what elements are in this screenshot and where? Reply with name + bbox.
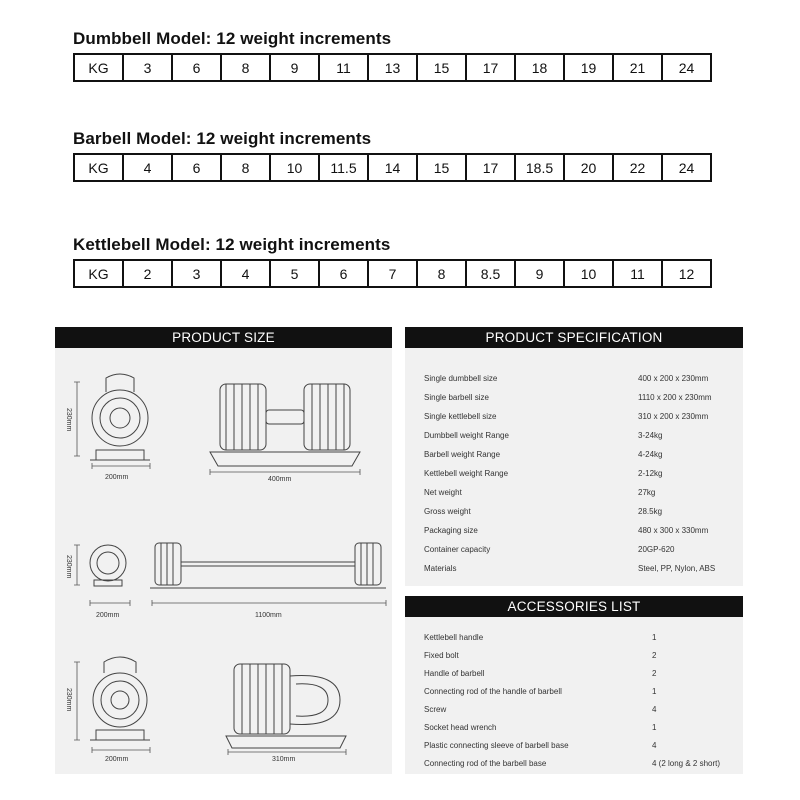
weight-cell: 3: [123, 54, 172, 81]
accessory-qty: 1: [652, 723, 657, 732]
spec-key: Single barbell size: [424, 393, 489, 402]
weight-cell: 13: [368, 54, 417, 81]
weight-cell: 6: [172, 54, 221, 81]
barbell-front-drawing: [150, 543, 386, 588]
weight-cell: 8: [221, 154, 270, 181]
weight-cell: 10: [564, 260, 613, 287]
spec-value: 310 x 200 x 230mm: [638, 412, 709, 421]
spec-value: 480 x 300 x 330mm: [638, 526, 709, 535]
dumbbell-length-dim: 400mm: [268, 476, 292, 483]
weight-cell: KG: [74, 154, 123, 181]
barbell-side-drawing: [90, 545, 126, 586]
weight-cell: 11.5: [319, 154, 368, 181]
barbell-length-dim: 1100mm: [255, 612, 282, 619]
weight-cell: 5: [270, 260, 319, 287]
dumbbell-title: Dumbbell Model: 12 weight increments: [73, 29, 392, 48]
kettlebell-title: Kettlebell Model: 12 weight increments: [73, 235, 391, 254]
accessory-qty: 4: [652, 741, 657, 750]
accessory-qty: 1: [652, 687, 657, 696]
spec-header: PRODUCT SPECIFICATION: [405, 327, 743, 348]
accessory-name: Kettlebell handle: [424, 633, 484, 642]
weight-cell: 17: [466, 54, 515, 81]
weight-cell: 2: [123, 260, 172, 287]
spec-value: 2-12kg: [638, 469, 663, 478]
weight-cell: 18: [515, 54, 564, 81]
spec-key: Kettlebell weight Range: [424, 469, 509, 478]
product-size-header: PRODUCT SIZE: [55, 327, 392, 348]
kettlebell-front-drawing: [226, 664, 346, 748]
spec-value: 28.5kg: [638, 507, 663, 516]
spec-value: Steel, PP, Nylon, ABS: [638, 564, 716, 573]
accessory-name: Screw: [424, 705, 447, 714]
spec-value: 1110 x 200 x 230mm: [638, 393, 712, 402]
accessory-name: Connecting rod of the handle of barbell: [424, 687, 562, 696]
spec-value: 3-24kg: [638, 431, 663, 440]
accessory-name: Fixed bolt: [424, 651, 459, 660]
weight-cell: 4: [123, 154, 172, 181]
spec-key: Barbell weight Range: [424, 450, 501, 459]
weight-cell: 24: [662, 54, 711, 81]
spec-value: 27kg: [638, 488, 656, 497]
dumbbell-side-drawing: [90, 374, 150, 460]
kettlebell-side-drawing: [90, 657, 150, 740]
weight-cell: 8: [417, 260, 466, 287]
weight-cell: 6: [319, 260, 368, 287]
spec-key: Single dumbbell size: [424, 374, 498, 383]
weight-cell: 20: [564, 154, 613, 181]
accessory-name: Plastic connecting sleeve of barbell base: [424, 741, 569, 750]
weight-cell: 22: [613, 154, 662, 181]
weight-cell: 24: [662, 154, 711, 181]
weight-cell: 18.5: [515, 154, 564, 181]
weight-cell: 4: [221, 260, 270, 287]
weight-cell: 21: [613, 54, 662, 81]
accessory-name: Socket head wrench: [424, 723, 497, 732]
spec-value: 400 x 200 x 230mm: [638, 374, 709, 383]
kettlebell-height-dim: 230mm: [65, 688, 72, 712]
barbell-height-dim: 230mm: [65, 555, 72, 579]
weight-cell: 15: [417, 54, 466, 81]
weight-cell: 11: [319, 54, 368, 81]
accessory-qty: 2: [652, 651, 657, 660]
weight-cell: KG: [74, 260, 123, 287]
weight-cell: 14: [368, 154, 417, 181]
dumbbell-front-drawing: [210, 384, 360, 466]
dumbbell-height-dim: 230mm: [65, 408, 72, 432]
weight-cell: 8.5: [466, 260, 515, 287]
weight-cell: 17: [466, 154, 515, 181]
accessory-name: Connecting rod of the barbell base: [424, 759, 547, 768]
weight-cell: 11: [613, 260, 662, 287]
accessory-qty: 1: [652, 633, 657, 642]
weight-cell: 9: [515, 260, 564, 287]
spec-key: Dumbbell weight Range: [424, 431, 509, 440]
weight-cell: 9: [270, 54, 319, 81]
spec-value: 4-24kg: [638, 450, 663, 459]
dumbbell-width-dim: 200mm: [105, 474, 129, 481]
spec-key: Container capacity: [424, 545, 491, 554]
weight-cell: 6: [172, 154, 221, 181]
spec-key: Single kettlebell size: [424, 412, 497, 421]
accessories-header: ACCESSORIES LIST: [405, 596, 743, 617]
weight-cell: 19: [564, 54, 613, 81]
accessory-qty: 2: [652, 669, 657, 678]
spec-value: 20GP-620: [638, 545, 675, 554]
accessory-name: Handle of barbell: [424, 669, 485, 678]
weight-cell: KG: [74, 54, 123, 81]
accessory-qty: 4: [652, 705, 657, 714]
kettlebell-width-dim: 200mm: [105, 756, 129, 763]
weight-cell: 10: [270, 154, 319, 181]
barbell-title: Barbell Model: 12 weight increments: [73, 129, 372, 148]
spec-key: Packaging size: [424, 526, 478, 535]
weight-cell: 15: [417, 154, 466, 181]
weight-cell: 7: [368, 260, 417, 287]
spec-key: Net weight: [424, 488, 462, 497]
kettlebell-length-dim: 310mm: [272, 756, 296, 763]
weight-cell: 8: [221, 54, 270, 81]
spec-key: Materials: [424, 564, 457, 573]
weight-cell: 3: [172, 260, 221, 287]
spec-key: Gross weight: [424, 507, 471, 516]
barbell-width-dim: 200mm: [96, 612, 120, 619]
weight-cell: 12: [662, 260, 711, 287]
accessory-qty: 4 (2 long & 2 short): [652, 759, 721, 768]
